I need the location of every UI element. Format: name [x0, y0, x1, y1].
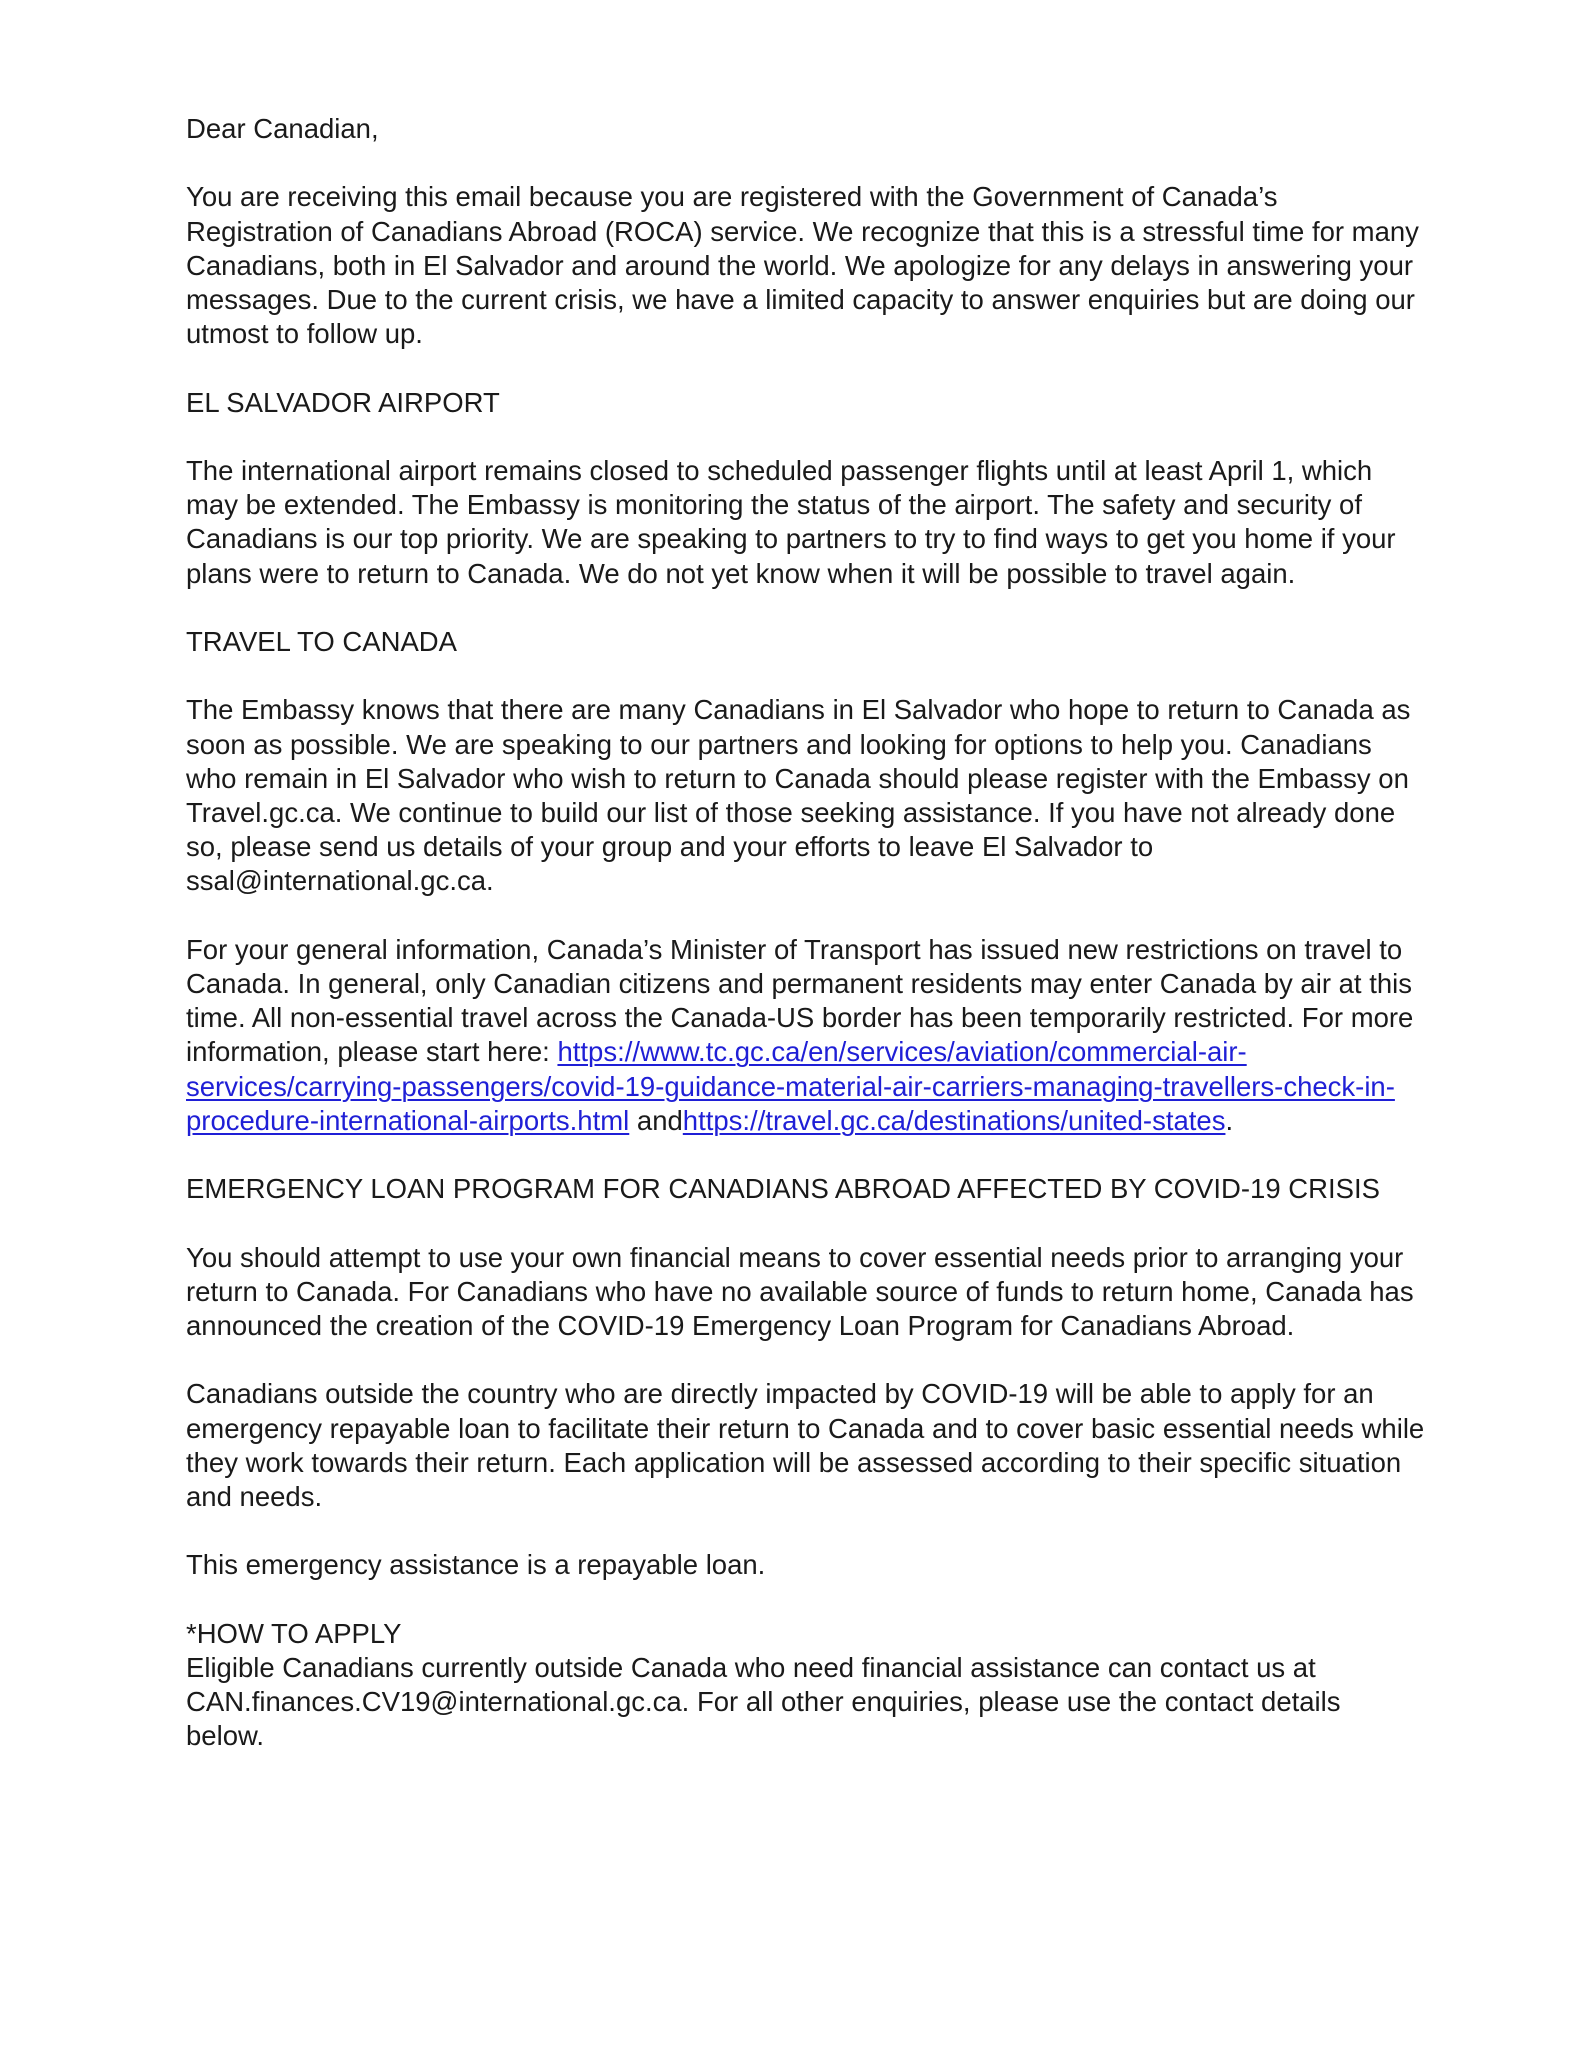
and-text: and: [629, 1104, 683, 1136]
airport-heading: EL SALVADOR AIRPORT: [186, 386, 500, 418]
travel-us-destination-link[interactable]: https://travel.gc.ca/destinations/united-states: [682, 1104, 1226, 1136]
apply-heading: *HOW TO APPLY: [186, 1617, 402, 1649]
loan-heading: EMERGENCY LOAN PROGRAM FOR CANADIANS ABROAD AFFECTED BY COVID-19 CRISIS: [186, 1173, 1380, 1205]
letter-document: [186, 112, 1426, 1788]
tc-guidance-link[interactable]: https://www.tc.gc.ca/en/services/aviation/commercial-air-services/carrying-passengers/covid-19-guidance-material-air-carriers-managing-travellers-check-in-procedure-international-airports.html: [186, 1036, 1395, 1136]
loan-paragraph-3: This emergency assistance is a repayable loan.: [186, 1549, 766, 1581]
end-period: .: [1225, 1104, 1234, 1136]
greeting: Dear Canadian,: [186, 113, 379, 144]
travel-info-text: For your general information, Canada’s Minister of Transport has issued new restrictions on travel to Canada. In general, only Canadian citizens and permanent residents may enter Canada by air at this time. All non-essential travel across the Canada-US border has been temporarily restricted. For more information, please start here:: [186, 933, 1414, 1068]
apply-paragraph: Eligible Canadians currently outside Canada who need financial assistance can contact us at CAN.finances.CV19@international.gc.ca. For all other enquiries, please use the contact details below.: [186, 1651, 1341, 1752]
loan-paragraph-1: You should attempt to use your own financial means to cover essential needs prior to arranging your return to Canada. For Canadians who have no available source of funds to return home, Canada has announced the creation of the COVID-19 Emergency Loan Program for Canadians Abroad.: [186, 1241, 1414, 1341]
intro-paragraph: You are receiving this email because you are registered with the Government of Canada’s Registration of Canadians Abroad (ROCA) service. We recognize that this is a stressful time for many Canadians, both in El Salvador and around the world. We apologize for any delays in answering your messages. Due to the current crisis, we have a limited capacity to answer enquiries but are doing our utmost to follow up.: [186, 181, 1419, 350]
travel-paragraph: The Embassy knows that there are many Canadians in El Salvador who hope to return to Canada as soon as possible. We are speaking to our partners and looking for options to help you. Canadians who remain in El Salvador who wish to return to Canada should please register with the Embassy on Travel.gc.ca. We continue to build our list of those seeking assistance. If you have not already done so, please send us details of your group and your efforts to leave El Salvador to ssal@international.gc.ca.: [186, 694, 1411, 897]
travel-heading: TRAVEL TO CANADA: [186, 625, 457, 657]
airport-paragraph: The international airport remains closed to scheduled passenger flights until at least April 1, which may be extended. The Embassy is monitoring the status of the airport. The safety and security of Canadians is our top priority. We are speaking to partners to try to find ways to get you home if your plans were to return to Canada. We do not yet know when it will be possible to travel again.: [186, 454, 1396, 589]
loan-paragraph-2: Canadians outside the country who are directly impacted by COVID-19 will be able to apply for an emergency repayable loan to facilitate their return to Canada and to cover basic essential needs while they work towards their return. Each application will be assessed according to their specific situation and needs.: [186, 1378, 1425, 1512]
travel-info-paragraph: [186, 933, 1426, 1138]
